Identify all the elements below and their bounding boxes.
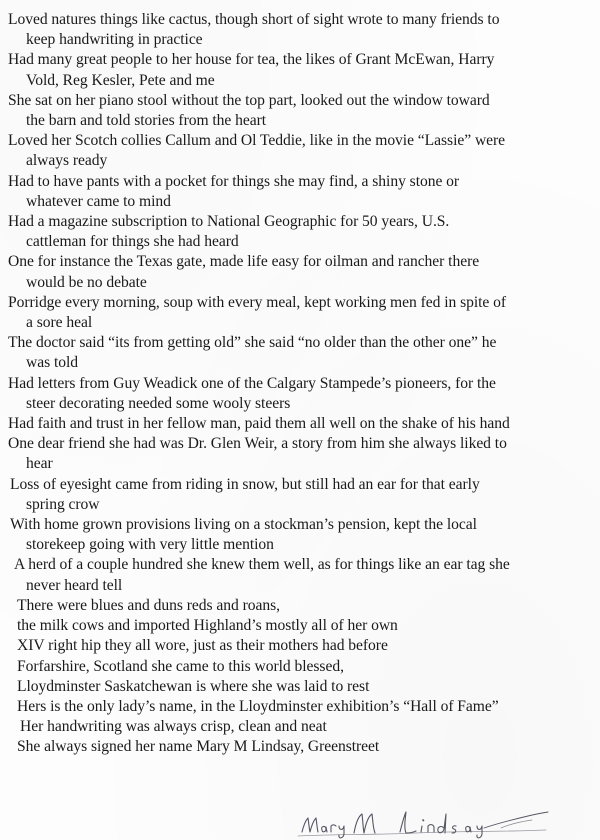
poem-line: a sore heal [26,314,93,332]
poem-line: Had many great people to her house for tea, the likes of Grant McEwan, Harry [8,51,495,69]
poem-line: would be no debate [26,273,147,291]
poem-line: Hers is the only lady’s name, in the Lloydminster exhibition’s “Hall of Fame” [17,697,499,715]
poem-line: never heard tell [26,576,123,594]
poem-line: Forfarshire, Scotland she came to this world blessed, [17,657,344,675]
handwritten-signature [296,806,566,840]
signature-drawing [296,806,566,840]
poem-line: Vold, Reg Kesler, Pete and me [26,71,215,89]
poem-line: Had a magazine subscription to National Geographic for 50 years, U.S. [8,213,450,231]
poem-line: She always signed her name Mary M Lindsay, Greenstreet [17,738,380,756]
poem-line: the milk cows and imported Highland’s mostly all of her own [17,617,398,635]
poem-line: There were blues and duns reds and roans, [17,596,280,614]
poem-line: Her handwriting was always crisp, clean and neat [20,718,327,736]
poem-line: Loved her Scotch collies Callum and Ol Teddie, like in the movie “Lassie” were [8,132,506,150]
poem-line: One for instance the Texas gate, made life easy for oilman and rancher there [8,253,480,271]
poem-line: always ready [26,152,108,170]
poem-line: Loved natures things like cactus, though short of sight wrote to many friends to [8,11,500,28]
poem-line: storekeep going with very little mention [26,536,274,554]
poem-line: spring crow [26,495,100,513]
poem-line: Porridge every morning, soup with every meal, kept working men fed in spite of [8,293,507,311]
poem-line: whatever came to mind [26,192,171,210]
poem-line: XIV right hip they all wore, just as their mothers had before [17,637,388,655]
poem-line: With home grown provisions living on a stockman’s pension, kept the local [10,516,477,534]
poem-line: A herd of a couple hundred she knew them well, as for things like an ear tag she [14,556,510,574]
poem-line: steer decorating needed some wooly steers [26,394,291,412]
poem-line: Had faith and trust in her fellow man, paid them all well on the shake of his hand [8,415,510,433]
poem-line: Loss of eyesight came from riding in snow, but still had an ear for that early [10,475,480,493]
poem-line: cattleman for things she had heard [26,233,239,251]
poem-text [8,10,596,758]
poem-line: The doctor said “its from getting old” she said “no older than the other one” he [8,334,497,352]
poem-line: One dear friend she had was Dr. Glen Weir, a story from him she always liked to [8,435,507,453]
poem-line: Had to have pants with a pocket for things she may find, a shiny stone or [8,172,460,190]
poem-line: was told [26,354,79,372]
poem-line: the barn and told stories from the heart [26,112,267,130]
poem-line: She sat on her piano stool without the top part, looked out the window toward [8,91,490,109]
poem-line: keep handwriting in practice [26,31,203,49]
poem-line: hear [26,455,53,473]
poem-line: Lloydminster Saskatchewan is where she was laid to rest [17,677,370,695]
poem-line: Had letters from Guy Weadick one of the Calgary Stampede’s pioneers, for the [8,374,496,392]
